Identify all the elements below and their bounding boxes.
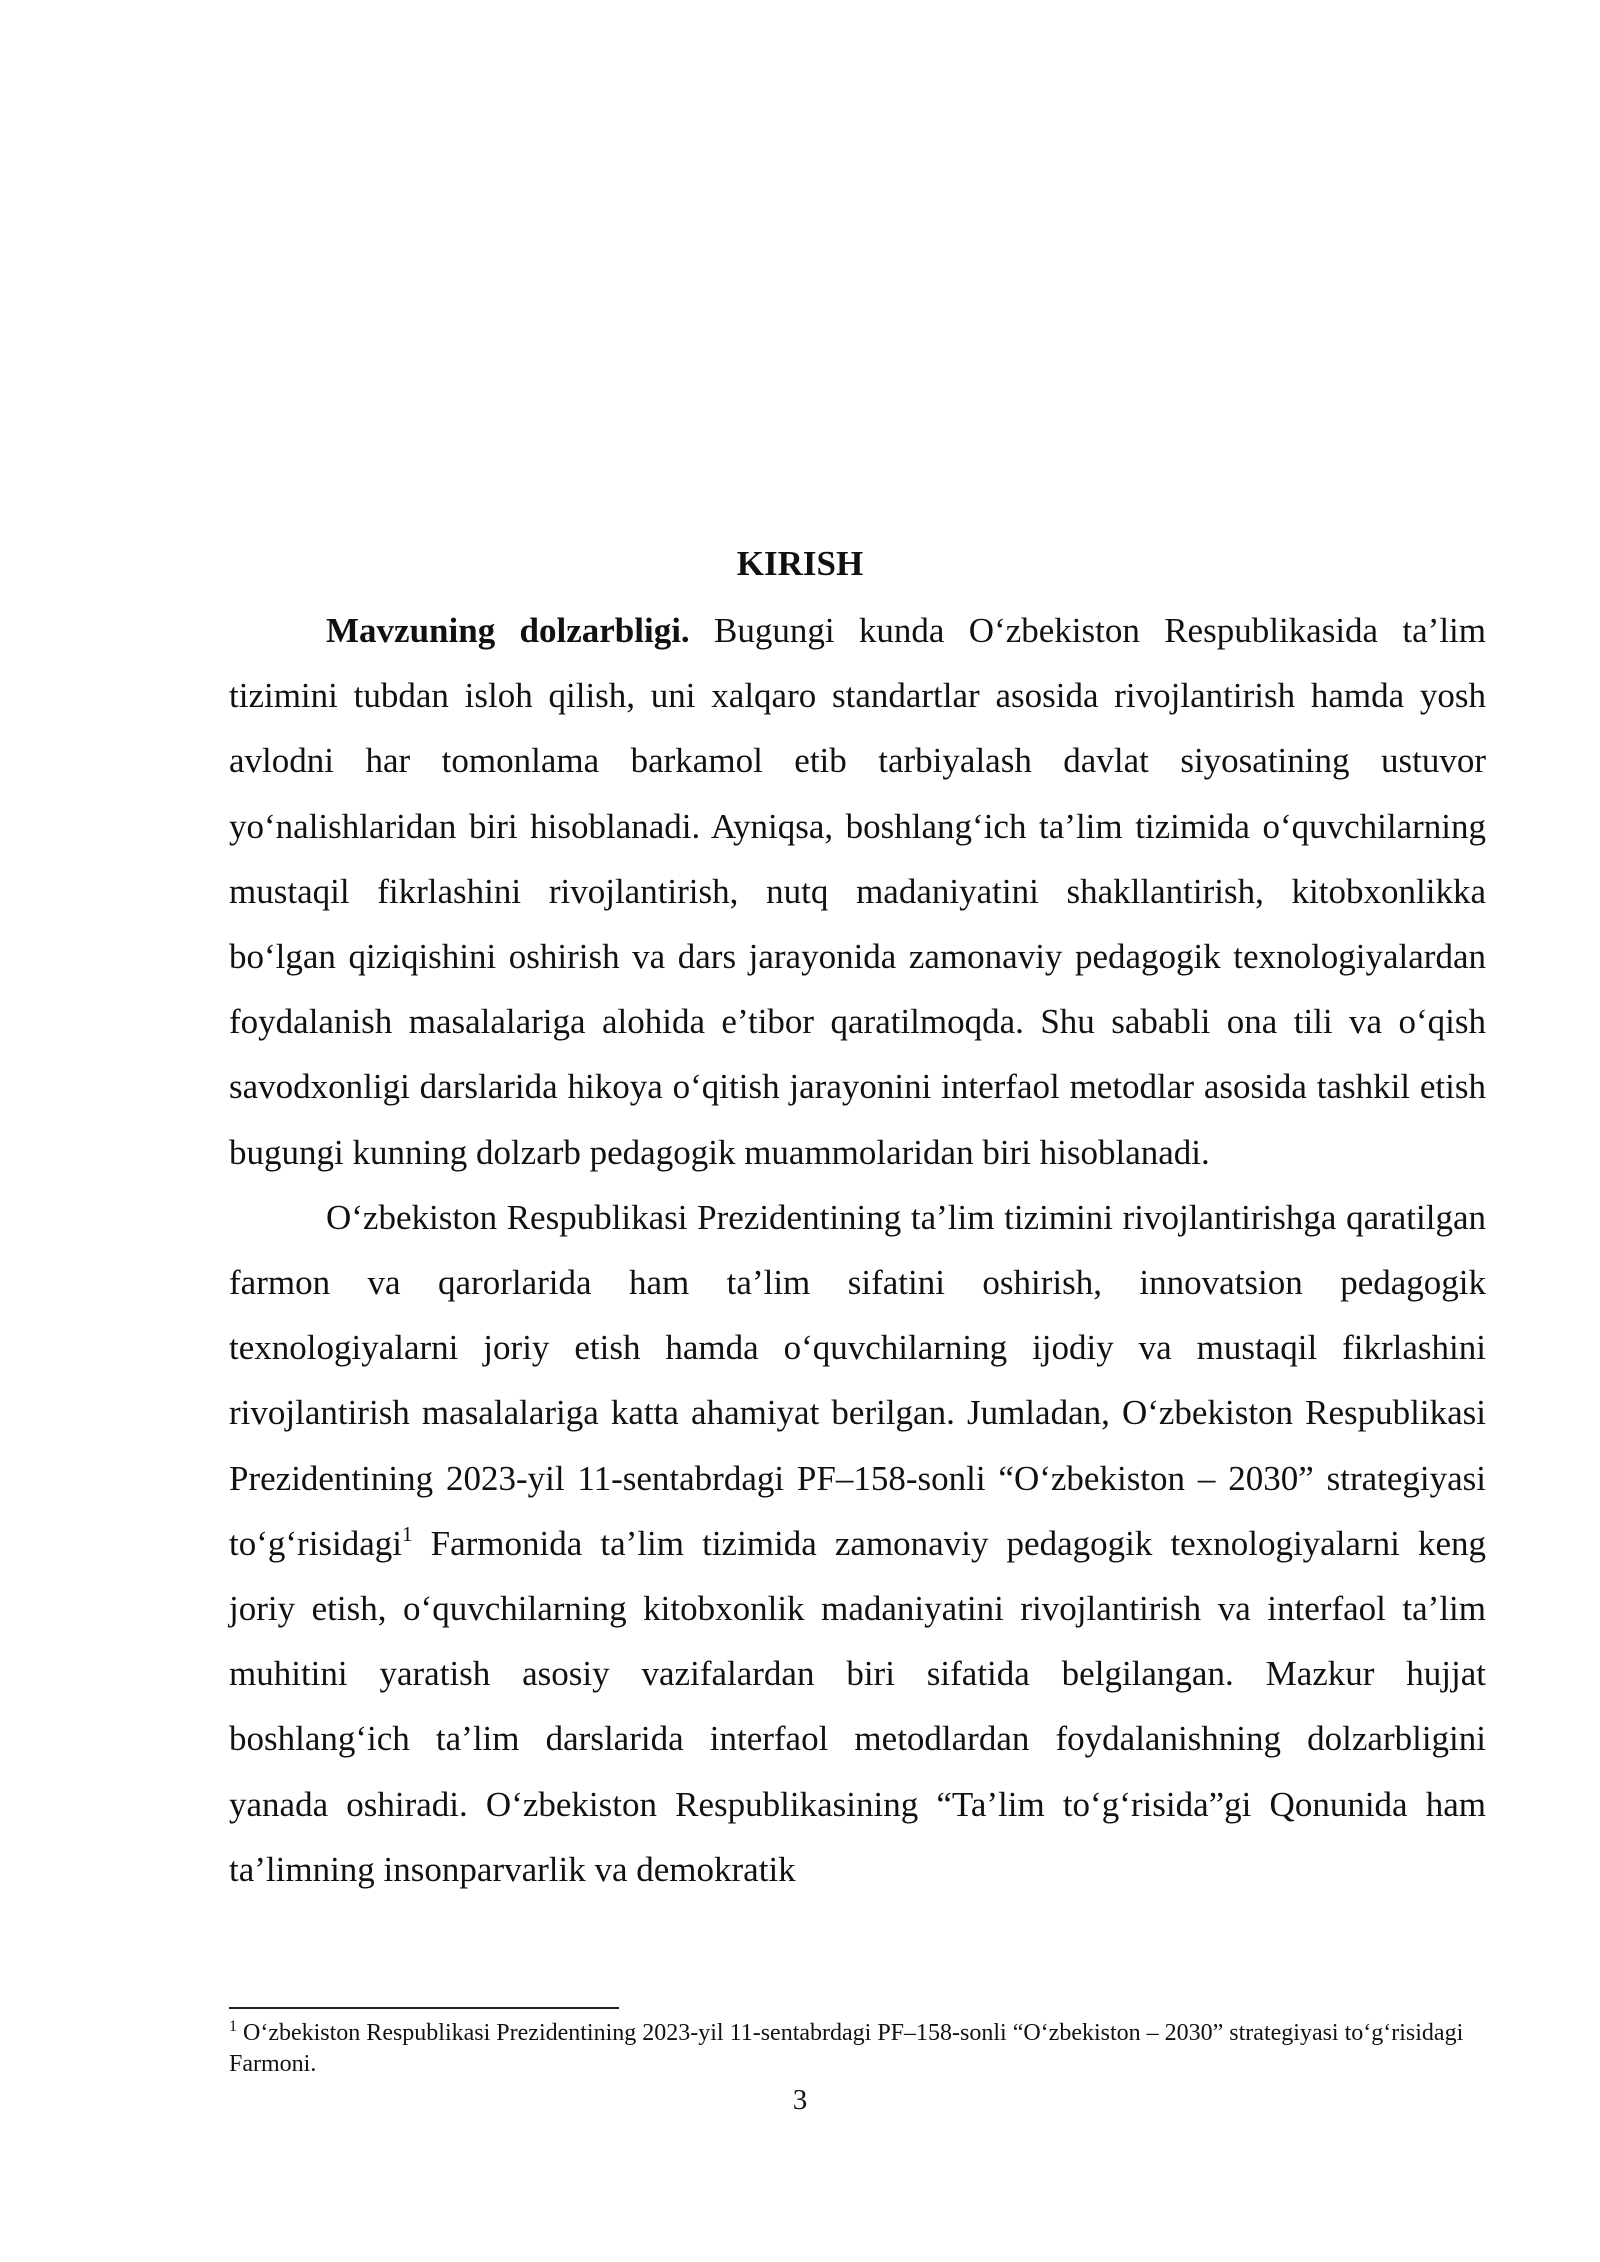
footnote-text: O‘zbekiston Respublikasi Prezidentining 2023-yil 11-sentabrdagi PF–158-sonli “O‘zbekiston – 2030” strategiyasi to‘g‘risidagi Farmoni. xyxy=(229,2020,1464,2077)
page-number: 3 xyxy=(792,2084,808,2116)
paragraph-text: Bugungi kunda O‘zbekiston Respublikasida ta’lim tizimini tubdan isloh qilish, uni xalqaro standartlar asosida rivojlantirish hamda yosh avlodni har tomonlama barkamol etib tarbiyalash davlat siyosatining ustuvor yo‘nalishlaridan biri hisoblanadi. Ayniqsa, boshlang‘ich ta’lim tizimida o‘quvchilarning mustaqil fikrlashini rivojlantirish, nutq madaniyatini shakllantirish, kitobxonlikka bo‘lgan qiziqishini oshirish va dars jarayonida zamonaviy pedagogik texnologiyalardan foydalanish masalalariga alohida e’tibor qaratilmoqda. Shu sababli ona tili va o‘qish savodxonligi darslarida hikoya o‘qitish jarayonini interfaol metodlar asosida tashkil etish bugungi kunning dolzarb pedagogik muammolaridan biri hisoblanadi. xyxy=(229,611,1487,1172)
body-text xyxy=(229,598,1486,1902)
footnote-number: 1 xyxy=(229,2018,237,2035)
paragraph-decrees xyxy=(229,1185,1486,1902)
footnote-reference: 1 xyxy=(402,1521,413,1546)
paragraph-text: Farmonida ta’lim tizimida zamonaviy pedagogik texnologiyalarni keng joriy etish, o‘quvchilarning kitobxonlik madaniyatini rivojlantirish va interfaol ta’lim muhitini yaratish asosiy vazifalardan biri sifatida belgilangan. Mazkur hujjat boshlang‘ich ta’lim darslarida interfaol metodlardan foydalanishning dolzarbligini yanada oshiradi. O‘zbekiston Respublikasining “Ta’lim to‘g‘risida”gi Qonunida ham ta’limning insonparvarlik va demokratik xyxy=(229,1523,1486,1889)
paragraph-lead: Mavzuning dolzarbligi. xyxy=(326,611,690,650)
section-heading: KIRISH xyxy=(736,544,864,583)
paragraph-relevance xyxy=(229,598,1486,1185)
paragraph-text: O‘zbekiston Respublikasi Prezidentining ta’lim tizimini rivojlantirishga qaratilgan farmon va qarorlarida ham ta’lim sifatini oshirish, innovatsion pedagogik texnologiyalarni joriy etish hamda o‘quvchilarning ijodiy va mustaqil fikrlashini rivojlantirish masalalariga katta ahamiyat berilgan. Jumladan, O‘zbekiston Respublikasi Prezidentining 2023-yil 11-sentabrdagi PF–158-sonli “O‘zbekiston – 2030” strategiyasi to‘g‘risidagi xyxy=(229,1197,1486,1563)
footnote-divider xyxy=(229,2007,619,2009)
footnote xyxy=(229,2018,1486,2080)
